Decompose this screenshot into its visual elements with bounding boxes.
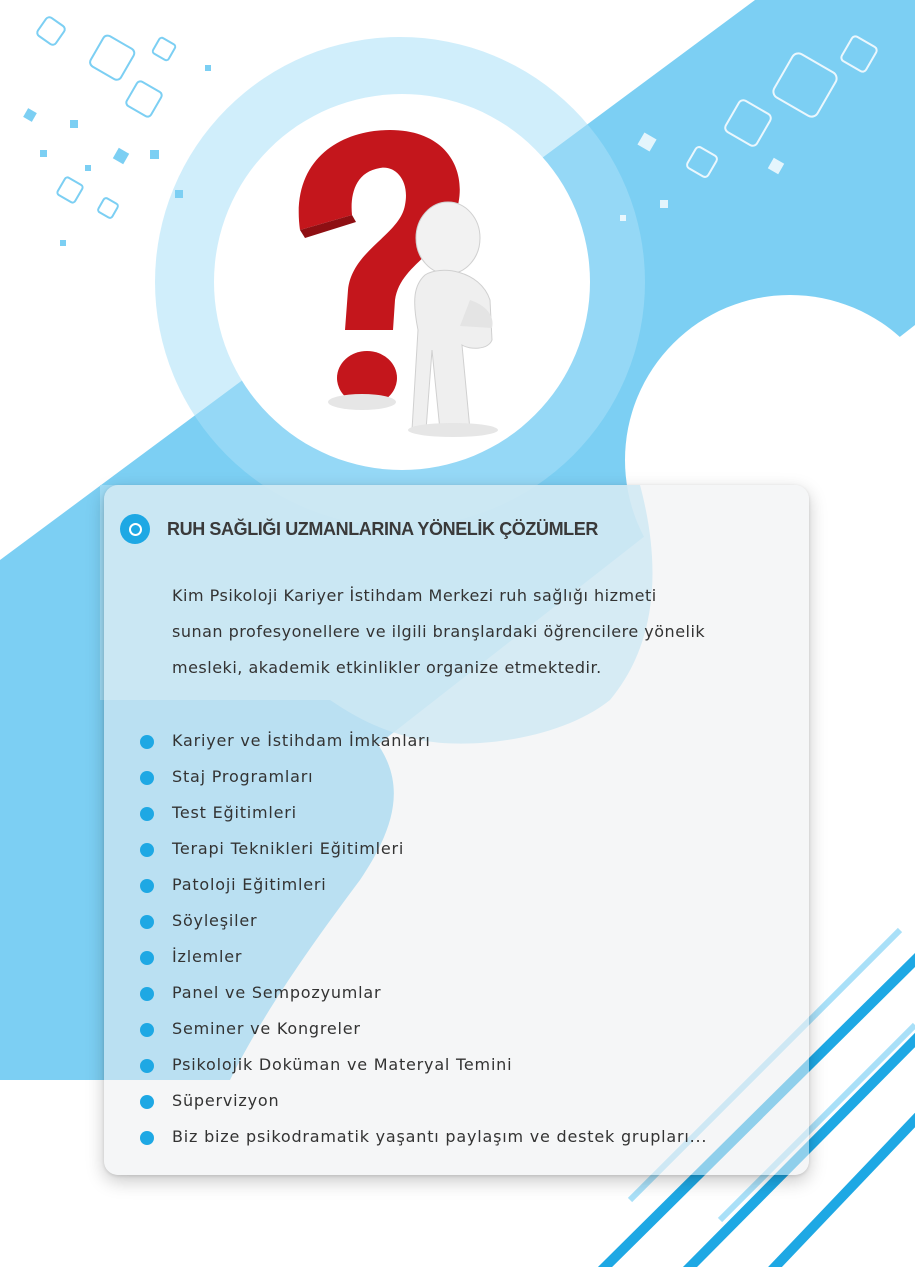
service-label: Süpervizyon xyxy=(172,1090,280,1110)
service-label: Panel ve Sempozyumlar xyxy=(172,982,382,1002)
service-label: Biz bize psikodramatik yaşantı paylaşım ve destek grupları... xyxy=(172,1126,708,1146)
bullet-dot-icon xyxy=(140,843,154,857)
list-item xyxy=(140,830,707,866)
bullet-dot-icon xyxy=(140,879,154,893)
list-item xyxy=(140,794,707,830)
section-header xyxy=(120,514,598,544)
list-item xyxy=(140,1046,707,1082)
intro-line: mesleki, akademik etkinlikler organize etmektedir. xyxy=(172,658,602,677)
service-label: Kariyer ve İstihdam İmkanları xyxy=(172,730,431,750)
bullet-dot-icon xyxy=(140,1095,154,1109)
list-item xyxy=(140,1118,707,1154)
list-item xyxy=(140,1010,707,1046)
bullet-dot-icon xyxy=(140,1023,154,1037)
list-item xyxy=(140,974,707,1010)
intro-line: sunan profesyonellere ve ilgili branşlardaki öğrencilere yönelik xyxy=(172,622,706,641)
service-label: İzlemler xyxy=(172,946,243,966)
bullet-dot-icon xyxy=(140,771,154,785)
list-item xyxy=(140,758,707,794)
intro-line: Kim Psikoloji Kariyer İstihdam Merkezi ruh sağlığı hizmeti xyxy=(172,586,657,605)
service-label: Terapi Teknikleri Eğitimleri xyxy=(172,838,405,858)
service-label: Söyleşiler xyxy=(172,910,258,930)
list-item xyxy=(140,1082,707,1118)
bullet-dot-icon xyxy=(140,915,154,929)
service-label: Test Eğitimleri xyxy=(172,802,297,822)
intro-paragraph xyxy=(172,578,792,686)
bullet-dot-icon xyxy=(140,1131,154,1145)
services-list xyxy=(140,722,707,1154)
bullet-dot-icon xyxy=(140,807,154,821)
list-item xyxy=(140,938,707,974)
list-item xyxy=(140,722,707,758)
service-label: Patoloji Eğitimleri xyxy=(172,874,327,894)
circle-bullet-icon xyxy=(120,514,150,544)
list-item xyxy=(140,902,707,938)
bullet-dot-icon xyxy=(140,735,154,749)
service-label: Psikolojik Doküman ve Materyal Temini xyxy=(172,1054,513,1074)
service-label: Staj Programları xyxy=(172,766,314,786)
service-label: Seminer ve Kongreler xyxy=(172,1018,361,1038)
decorative-squares-left xyxy=(36,16,177,219)
bullet-dot-icon xyxy=(140,951,154,965)
list-item xyxy=(140,866,707,902)
bullet-dot-icon xyxy=(140,1059,154,1073)
bullet-dot-icon xyxy=(140,987,154,1001)
section-title: RUH SAĞLIĞI UZMANLARINA YÖNELİK ÇÖZÜMLER xyxy=(167,518,598,539)
